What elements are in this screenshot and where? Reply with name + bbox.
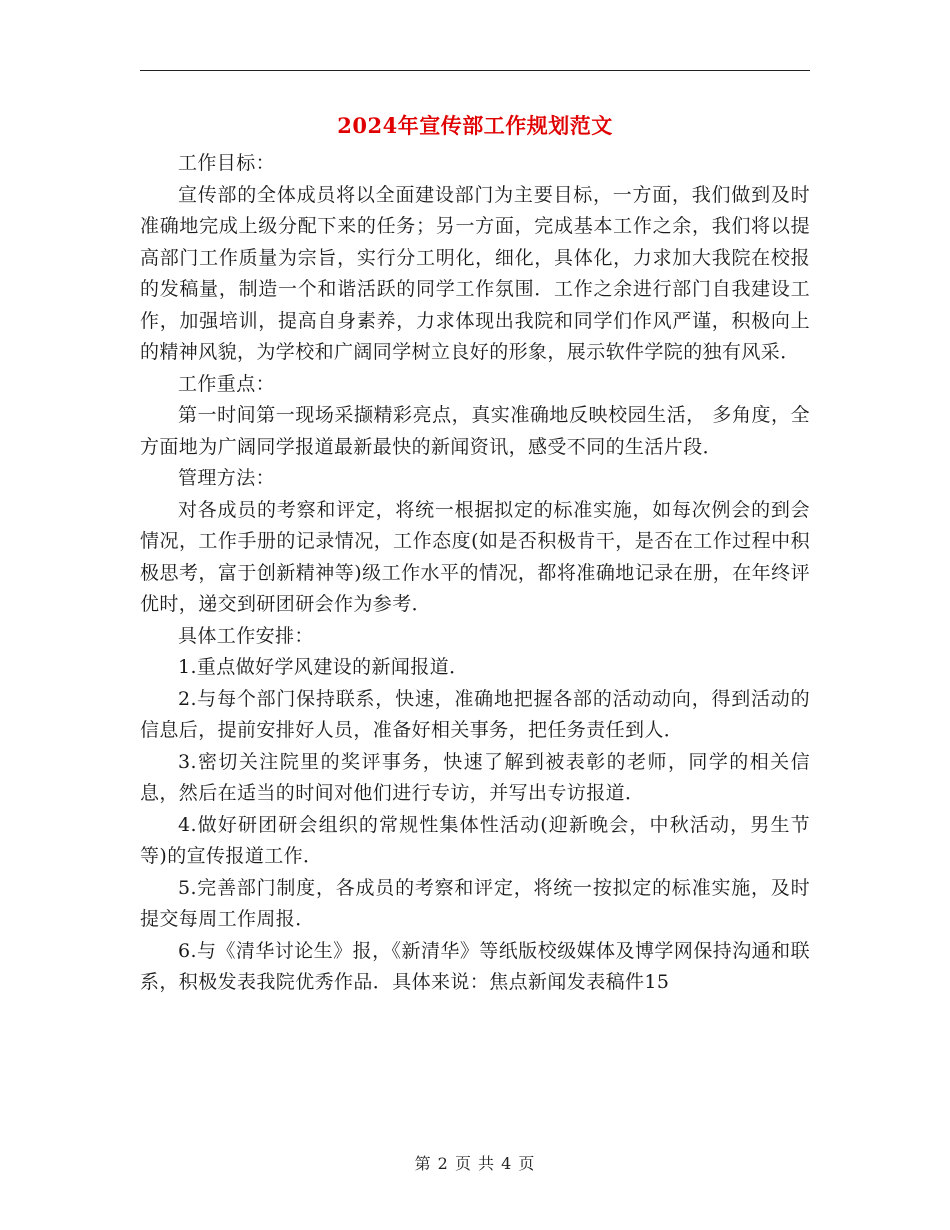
list-item: 4.做好研团研会组织的常规性集体性活动(迎新晚会，中秋活动，男生节等)的宣传报道工作． <box>140 813 810 867</box>
document-title: 2024年宣传部工作规划范文 <box>337 113 613 138</box>
list-item: 5.完善部门制度，各成员的考察和评定，将统一按拟定的标准实施，及时提交每周工作周报． <box>140 876 810 930</box>
list-item: 6.与《清华讨论生》报，《新清华》等纸版校级媒体及博学网保持沟通和联系，积极发表我院优秀作品．具体来说：焦点新闻发表稿件15 <box>140 939 810 993</box>
paragraph-heading-management: 管理方法： <box>178 467 276 489</box>
paragraph-heading-arrangements: 具体工作安排： <box>178 624 314 647</box>
paragraph-heading-goals: 工作目标： <box>178 152 276 174</box>
paragraph-management: 对各成员的考察和评定，将统一根据拟定的标准实施，如每次例会的到会情况，工作手册的记录情况，工作态度(如是否积极肯干，是否在工作过程中积极思考，富于创新精神等)级工作水平的情况，都将准确地记录在册，在年终评优时，递交到研团研会作为参考． <box>140 498 810 615</box>
list-item: 2.与每个部门保持联系，快速，准确地把握各部的活动动向，得到活动的信息后，提前安排好人员，准备好相关事务，把任务责任到人． <box>140 687 810 741</box>
paragraph-focus: 第一时间第一现场采撷精彩亮点，真实准确地反映校园生活， 多角度，全方面地为广阔同学报道最新最快的新闻资讯，感受不同的生活片段． <box>140 404 810 458</box>
header-rule <box>140 70 810 71</box>
list-item: 1.重点做好学风建设的新闻报道． <box>178 656 469 678</box>
page-number: 第 2 页 共 4 页 <box>414 1154 536 1173</box>
document-body <box>140 148 810 999</box>
paragraph-goals: 宣传部的全体成员将以全面建设部门为主要目标，一方面，我们做到及时准确地完成上级分配下来的任务；另一方面，完成基本工作之余，我们将以提高部门工作质量为宗旨，实行分工明化，细化，具体化，力求加大我院在校报的发稿量，制造一个和谐活跃的同学工作氛围．工作之余进行部门自我建设工作，加强培训，提高自身素养，力求体现出我院和同学们作风严谨，积极向上的精神风貌，为学校和广阔同学树立良好的形象，展示软件学院的独有风采． <box>140 183 810 363</box>
paragraph-heading-focus: 工作重点： <box>178 372 276 395</box>
list-item: 3.密切关注院里的奖评事务，快速了解到被表彰的老师，同学的相关信息，然后在适当的时间对他们进行专访，并写出专访报道． <box>140 750 810 804</box>
